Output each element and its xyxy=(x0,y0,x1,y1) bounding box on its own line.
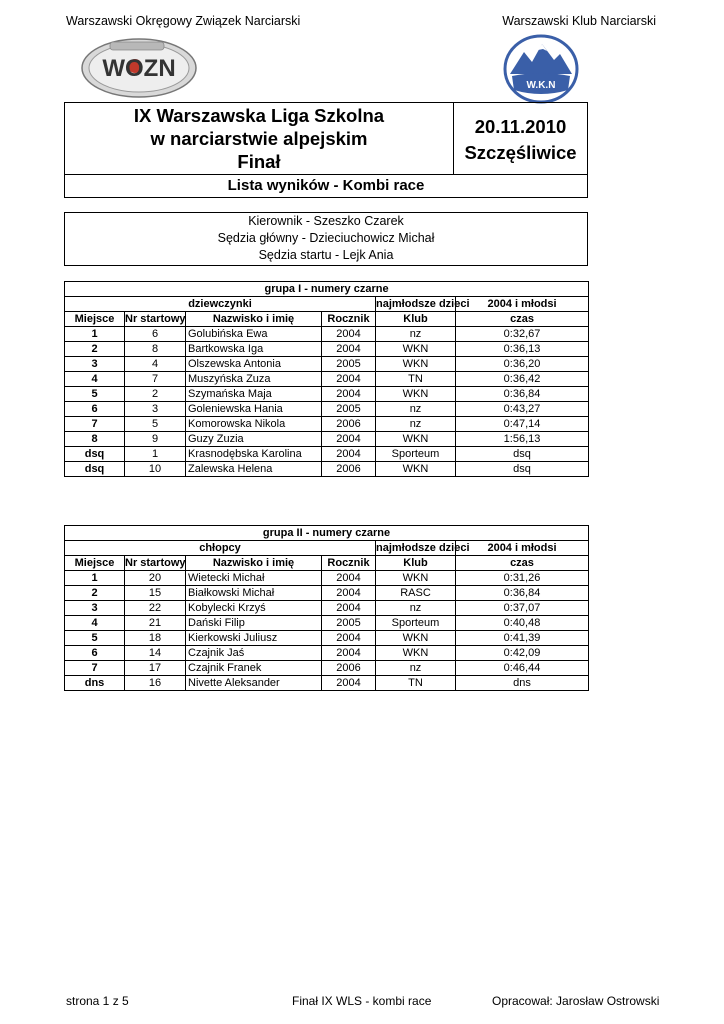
cell-time: 0:36,42 xyxy=(456,372,589,387)
column-header-time: czas xyxy=(456,556,589,571)
cell-time: dsq xyxy=(456,447,589,462)
column-header-club: Klub xyxy=(376,556,456,571)
table-row xyxy=(65,447,589,462)
table-row xyxy=(65,402,589,417)
table-row xyxy=(65,601,589,616)
cell-start-number: 14 xyxy=(125,646,186,661)
event-place: Szczęśliwice xyxy=(464,142,577,163)
cell-club: nz xyxy=(376,327,456,342)
results-group-1 xyxy=(64,281,588,477)
table-row xyxy=(65,631,589,646)
header-right-org: Warszawski Klub Narciarski xyxy=(502,14,656,28)
cell-place: dsq xyxy=(65,447,125,462)
cell-place: 6 xyxy=(65,402,125,417)
cell-start-number: 9 xyxy=(125,432,186,447)
event-date-place xyxy=(454,103,587,174)
cell-name: Kierkowski Juliusz xyxy=(186,631,322,646)
cell-name: Bartkowska Iga xyxy=(186,342,322,357)
category-years: 2004 i młodsi xyxy=(456,297,589,312)
cell-name: Czajnik Franek xyxy=(186,661,322,676)
category-gender: chłopcy xyxy=(65,541,376,556)
cell-start-number: 2 xyxy=(125,387,186,402)
event-title xyxy=(65,103,454,174)
cell-start-number: 5 xyxy=(125,417,186,432)
category-row xyxy=(65,297,589,312)
column-header-place: Miejsce xyxy=(65,556,125,571)
official-chief-judge: Sędzia główny - Dzieciuchowicz Michał xyxy=(217,231,435,245)
cell-place: 4 xyxy=(65,372,125,387)
cell-club: WKN xyxy=(376,571,456,586)
category-years: 2004 i młodsi xyxy=(456,541,589,556)
cell-year: 2004 xyxy=(322,646,376,661)
cell-place: 8 xyxy=(65,432,125,447)
table-row xyxy=(65,616,589,631)
cell-club: WKN xyxy=(376,646,456,661)
table-row xyxy=(65,327,589,342)
table-row xyxy=(65,432,589,447)
results-table xyxy=(64,281,589,477)
cell-name: Komorowska Nikola xyxy=(186,417,322,432)
title-box xyxy=(64,102,588,198)
table-row xyxy=(65,357,589,372)
table-row xyxy=(65,372,589,387)
cell-place: 4 xyxy=(65,616,125,631)
cell-year: 2004 xyxy=(322,601,376,616)
table-row xyxy=(65,661,589,676)
cell-year: 2004 xyxy=(322,327,376,342)
cell-time: 0:43,27 xyxy=(456,402,589,417)
cell-place: dsq xyxy=(65,462,125,477)
group-title: grupa I - numery czarne xyxy=(65,282,589,297)
cell-club: nz xyxy=(376,402,456,417)
column-header-year: Rocznik xyxy=(322,312,376,327)
cell-year: 2005 xyxy=(322,616,376,631)
cell-year: 2004 xyxy=(322,387,376,402)
event-title-line2: w narciarstwie alpejskim xyxy=(150,128,368,149)
officials-box xyxy=(64,212,588,266)
cell-time: 0:36,84 xyxy=(456,586,589,601)
category-gender: dziewczynki xyxy=(65,297,376,312)
cell-name: Wietecki Michał xyxy=(186,571,322,586)
cell-year: 2004 xyxy=(322,676,376,691)
cell-start-number: 18 xyxy=(125,631,186,646)
cell-start-number: 4 xyxy=(125,357,186,372)
cell-club: nz xyxy=(376,601,456,616)
cell-place: 5 xyxy=(65,631,125,646)
cell-year: 2004 xyxy=(322,372,376,387)
cell-year: 2004 xyxy=(322,342,376,357)
official-start-judge: Sędzia startu - Lejk Ania xyxy=(258,248,394,262)
cell-club: Sporteum xyxy=(376,447,456,462)
cell-club: WKN xyxy=(376,357,456,372)
cell-start-number: 6 xyxy=(125,327,186,342)
cell-club: TN xyxy=(376,676,456,691)
column-header-club: Klub xyxy=(376,312,456,327)
table-row xyxy=(65,417,589,432)
cell-start-number: 17 xyxy=(125,661,186,676)
cell-place: 3 xyxy=(65,601,125,616)
cell-time: 0:36,84 xyxy=(456,387,589,402)
cell-club: WKN xyxy=(376,387,456,402)
cell-name: Białkowski Michał xyxy=(186,586,322,601)
column-header-place: Miejsce xyxy=(65,312,125,327)
footer-author: Opracował: Jarosław Ostrowski xyxy=(492,994,660,1008)
cell-start-number: 21 xyxy=(125,616,186,631)
cell-name: Dański Filip xyxy=(186,616,322,631)
results-group-2 xyxy=(64,525,588,691)
cell-name: Golubińska Ewa xyxy=(186,327,322,342)
results-subtitle: Lista wyników - Kombi race xyxy=(65,174,587,197)
results-table xyxy=(64,525,589,691)
wozn-logo-text: WOZN xyxy=(102,55,176,82)
cell-year: 2004 xyxy=(322,571,376,586)
group-title-row xyxy=(65,282,589,297)
cell-club: RASC xyxy=(376,586,456,601)
cell-name: Zalewska Helena xyxy=(186,462,322,477)
cell-year: 2006 xyxy=(322,417,376,432)
cell-name: Olszewska Antonia xyxy=(186,357,322,372)
cell-time: 0:46,44 xyxy=(456,661,589,676)
cell-time: dns xyxy=(456,676,589,691)
cell-place: 7 xyxy=(65,417,125,432)
cell-name: Szymańska Maja xyxy=(186,387,322,402)
cell-time: 1:56,13 xyxy=(456,432,589,447)
event-title-line3: Finał xyxy=(237,151,281,172)
table-row xyxy=(65,646,589,661)
column-header-row xyxy=(65,312,589,327)
cell-place: 7 xyxy=(65,661,125,676)
wkn-logo-text: W.K.N xyxy=(526,80,556,91)
table-row xyxy=(65,676,589,691)
footer-doc: Finał IX WLS - kombi race xyxy=(292,994,432,1008)
cell-time: 0:41,39 xyxy=(456,631,589,646)
cell-name: Czajnik Jaś xyxy=(186,646,322,661)
cell-place: 1 xyxy=(65,327,125,342)
cell-place: 2 xyxy=(65,586,125,601)
cell-year: 2004 xyxy=(322,432,376,447)
cell-club: WKN xyxy=(376,462,456,477)
official-director: Kierownik - Szeszko Czarek xyxy=(248,214,404,228)
cell-name: Nivette Aleksander xyxy=(186,676,322,691)
table-row xyxy=(65,571,589,586)
group-title: grupa II - numery czarne xyxy=(65,526,589,541)
cell-start-number: 22 xyxy=(125,601,186,616)
cell-place: 2 xyxy=(65,342,125,357)
cell-place: 1 xyxy=(65,571,125,586)
table-row xyxy=(65,387,589,402)
cell-name: Guzy Zuzia xyxy=(186,432,322,447)
column-header-number: Nr startowy xyxy=(125,312,186,325)
cell-name: Kobylecki Krzyś xyxy=(186,601,322,616)
column-header-name: Nazwisko i imię xyxy=(186,312,322,327)
wkn-logo xyxy=(502,34,580,104)
cell-place: dns xyxy=(65,676,125,691)
cell-club: WKN xyxy=(376,342,456,357)
category-row xyxy=(65,541,589,556)
cell-year: 2005 xyxy=(322,402,376,417)
cell-start-number: 16 xyxy=(125,676,186,691)
table-row xyxy=(65,586,589,601)
cell-club: WKN xyxy=(376,631,456,646)
cell-time: 0:32,67 xyxy=(456,327,589,342)
column-header-row xyxy=(65,556,589,571)
cell-club: nz xyxy=(376,417,456,432)
cell-time: 0:47,14 xyxy=(456,417,589,432)
cell-name: Muszyńska Zuza xyxy=(186,372,322,387)
cell-start-number: 3 xyxy=(125,402,186,417)
cell-club: Sporteum xyxy=(376,616,456,631)
column-header-year: Rocznik xyxy=(322,556,376,571)
footer-page: strona 1 z 5 xyxy=(66,994,129,1008)
column-header-time: czas xyxy=(456,312,589,327)
table-row xyxy=(65,462,589,477)
cell-year: 2005 xyxy=(322,357,376,372)
cell-year: 2006 xyxy=(322,661,376,676)
cell-time: 0:36,13 xyxy=(456,342,589,357)
cell-year: 2006 xyxy=(322,462,376,477)
cell-place: 3 xyxy=(65,357,125,372)
cell-time: 0:42,09 xyxy=(456,646,589,661)
column-header-number: Nr startowy xyxy=(125,556,186,569)
event-date: 20.11.2010 xyxy=(474,116,567,137)
cell-club: nz xyxy=(376,661,456,676)
cell-year: 2004 xyxy=(322,586,376,601)
group-title-row xyxy=(65,526,589,541)
cell-name: Goleniewska Hania xyxy=(186,402,322,417)
category-age: najmłodsze dzieci xyxy=(376,297,470,310)
cell-time: dsq xyxy=(456,462,589,477)
cell-club: TN xyxy=(376,372,456,387)
cell-name: Krasnodębska Karolina xyxy=(186,447,322,462)
cell-time: 0:37,07 xyxy=(456,601,589,616)
category-age: najmłodsze dzieci xyxy=(376,541,470,554)
cell-start-number: 1 xyxy=(125,447,186,462)
table-row xyxy=(65,342,589,357)
event-title-line1: IX Warszawska Liga Szkolna xyxy=(133,105,385,126)
cell-place: 5 xyxy=(65,387,125,402)
column-header-name: Nazwisko i imię xyxy=(186,556,322,571)
cell-time: 0:40,48 xyxy=(456,616,589,631)
cell-place: 6 xyxy=(65,646,125,661)
cell-year: 2004 xyxy=(322,447,376,462)
cell-start-number: 10 xyxy=(125,462,186,477)
cell-club: WKN xyxy=(376,432,456,447)
header-left-org: Warszawski Okręgowy Związek Narciarski xyxy=(66,14,301,28)
cell-time: 0:36,20 xyxy=(456,357,589,372)
cell-year: 2004 xyxy=(322,631,376,646)
cell-start-number: 15 xyxy=(125,586,186,601)
wozn-logo xyxy=(80,36,198,100)
cell-start-number: 7 xyxy=(125,372,186,387)
cell-start-number: 8 xyxy=(125,342,186,357)
cell-start-number: 20 xyxy=(125,571,186,586)
cell-time: 0:31,26 xyxy=(456,571,589,586)
